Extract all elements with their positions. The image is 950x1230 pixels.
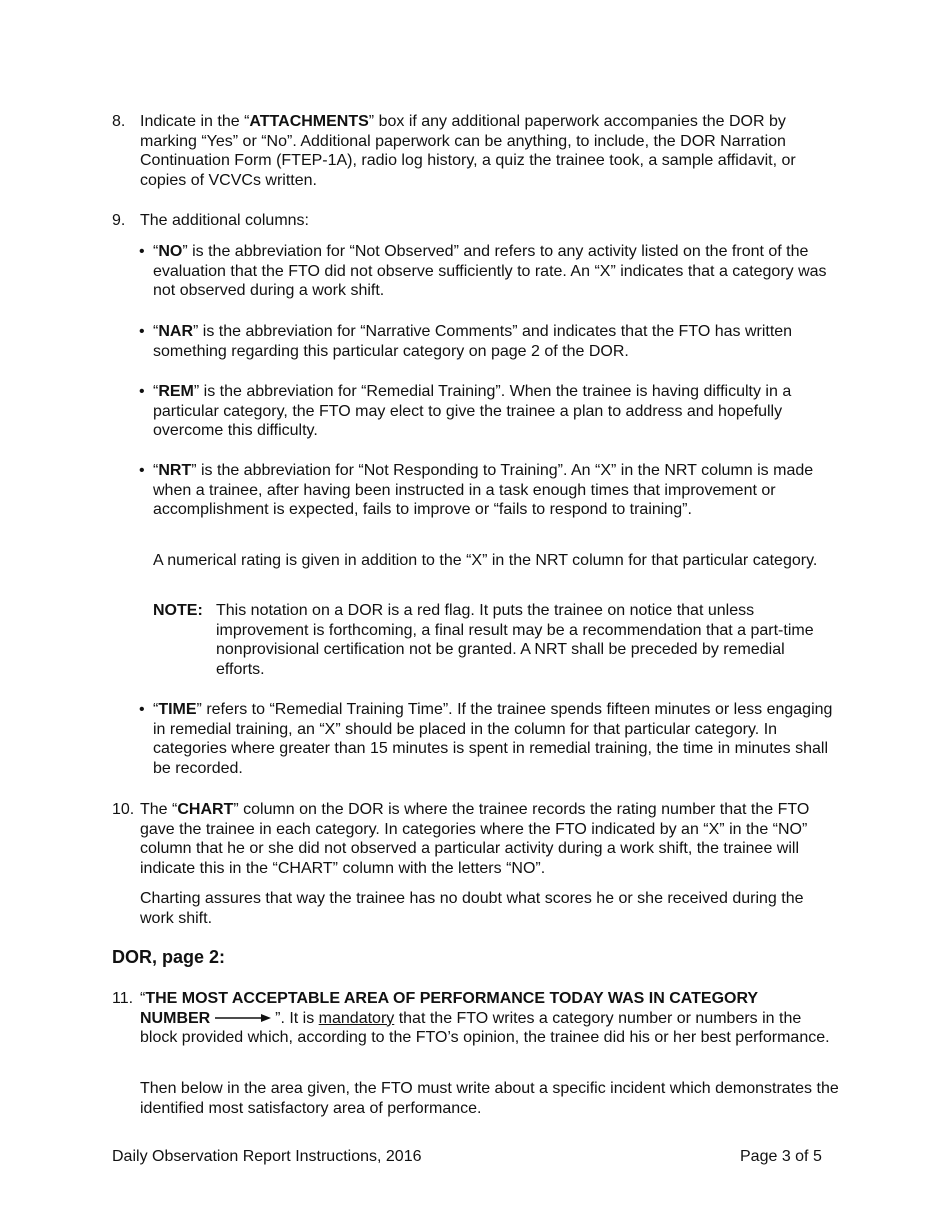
list-item-9: [112, 211, 842, 231]
bullet-rem: [139, 382, 841, 441]
charting-paragraph: Charting assures that way the trainee has no doubt what scores he or she received during the work shift.: [140, 890, 804, 927]
list-item-10: [112, 800, 842, 878]
list-item-11: [112, 989, 842, 1048]
item-text: “THE MOST ACCEPTABLE AREA OF PERFORMANCE TODAY WAS IN CATEGORY NUMBER ”. It is mandatory that the FTO writes a category number or numbers in the block provided which, according to the FTO’s opinion, the trainee did his or her best performance.: [140, 990, 830, 1047]
item-number: 8.: [112, 113, 126, 130]
bullet-text: “TIME” refers to “Remedial Training Time”. If the trainee spends fifteen minutes or less engaging in remedial training, an “X” should be placed in the column for that particular category. In categories where greater than 15 minutes is spent in remedial training, the time in minutes shall be recorded.: [153, 701, 833, 777]
bullet-no: [139, 242, 841, 301]
item-number: 10.: [112, 801, 135, 818]
bullet-text: “REM” is the abbreviation for “Remedial Training”. When the trainee is having difficulty in a particular category, the FTO may elect to give the trainee a plan to address and hopefully overcome this difficulty.: [153, 383, 792, 440]
item-text: The additional columns:: [140, 212, 309, 229]
item-number: 9.: [112, 212, 126, 229]
bullet-dot: •: [139, 323, 145, 340]
item-text: The “CHART” column on the DOR is where the trainee records the rating number that the FTO gave the trainee in each category. In categories where the FTO indicated by an “X” in the “NO” column that he or she did not observed a particular activity during a work shift, the trainee will indicate this in the “CHART” column with the letters “NO”.: [140, 801, 810, 877]
bullet-nrt: [139, 461, 841, 520]
right-arrow-icon: [215, 1013, 271, 1023]
nrt-paragraph: A numerical rating is given in addition to the “X” in the NRT column for that particular category.: [153, 552, 818, 569]
bullet-text: “NAR” is the abbreviation for “Narrative Comments” and indicates that the FTO has written something regarding this particular category on page 2 of the DOR.: [153, 323, 793, 360]
performance-paragraph: Then below in the area given, the FTO must write about a specific incident which demonstrates the identified most satisfactory area of performance.: [140, 1080, 839, 1117]
bullet-dot: •: [139, 462, 145, 479]
note-text: This notation on a DOR is a red flag. It puts the trainee on notice that unless improvement is forthcoming, a final result may be a recommendation that a part-time nonprovisional certification not be granted. A NRT shall be preceded by remedial efforts.: [216, 602, 814, 678]
bullet-dot: •: [139, 243, 145, 260]
page-number: Page 3 of 5: [740, 1148, 822, 1165]
item-text: Indicate in the “ATTACHMENTS” box if any additional paperwork accompanies the DOR by marking “Yes” or “No”. Additional paperwork can be anything, to include, the DOR Narration Continuation Form (FTEP-1A), radio log history, a quiz the trainee took, a sample affidavit, or copies of VCVCs written.: [140, 113, 796, 189]
bullet-text: “NO” is the abbreviation for “Not Observed” and refers to any activity listed on the front of the evaluation that the FTO did not observe sufficiently to rate. An “X” indicates that a category was not observed during a work shift.: [153, 243, 827, 300]
footer-title: Daily Observation Report Instructions, 2016: [112, 1148, 422, 1165]
mandatory-term: mandatory: [318, 1009, 395, 1027]
attachments-term: ATTACHMENTS: [249, 113, 369, 130]
bullet-text: “NRT” is the abbreviation for “Not Responding to Training”. An “X” in the NRT column is made when a trainee, after having been instructed in a task enough times that improvement or accomplishment is expected, fails to improve or “fails to respond to training”.: [153, 462, 814, 519]
item-number: 11.: [112, 990, 134, 1007]
bullet-nar: [139, 322, 841, 361]
bullet-time: [139, 700, 841, 778]
note-block: [153, 601, 833, 679]
bullet-dot: •: [139, 701, 145, 718]
list-item-8: [112, 112, 842, 190]
bullet-dot: •: [139, 383, 145, 400]
note-label: NOTE:: [153, 602, 203, 619]
section-heading: DOR, page 2:: [112, 947, 226, 967]
